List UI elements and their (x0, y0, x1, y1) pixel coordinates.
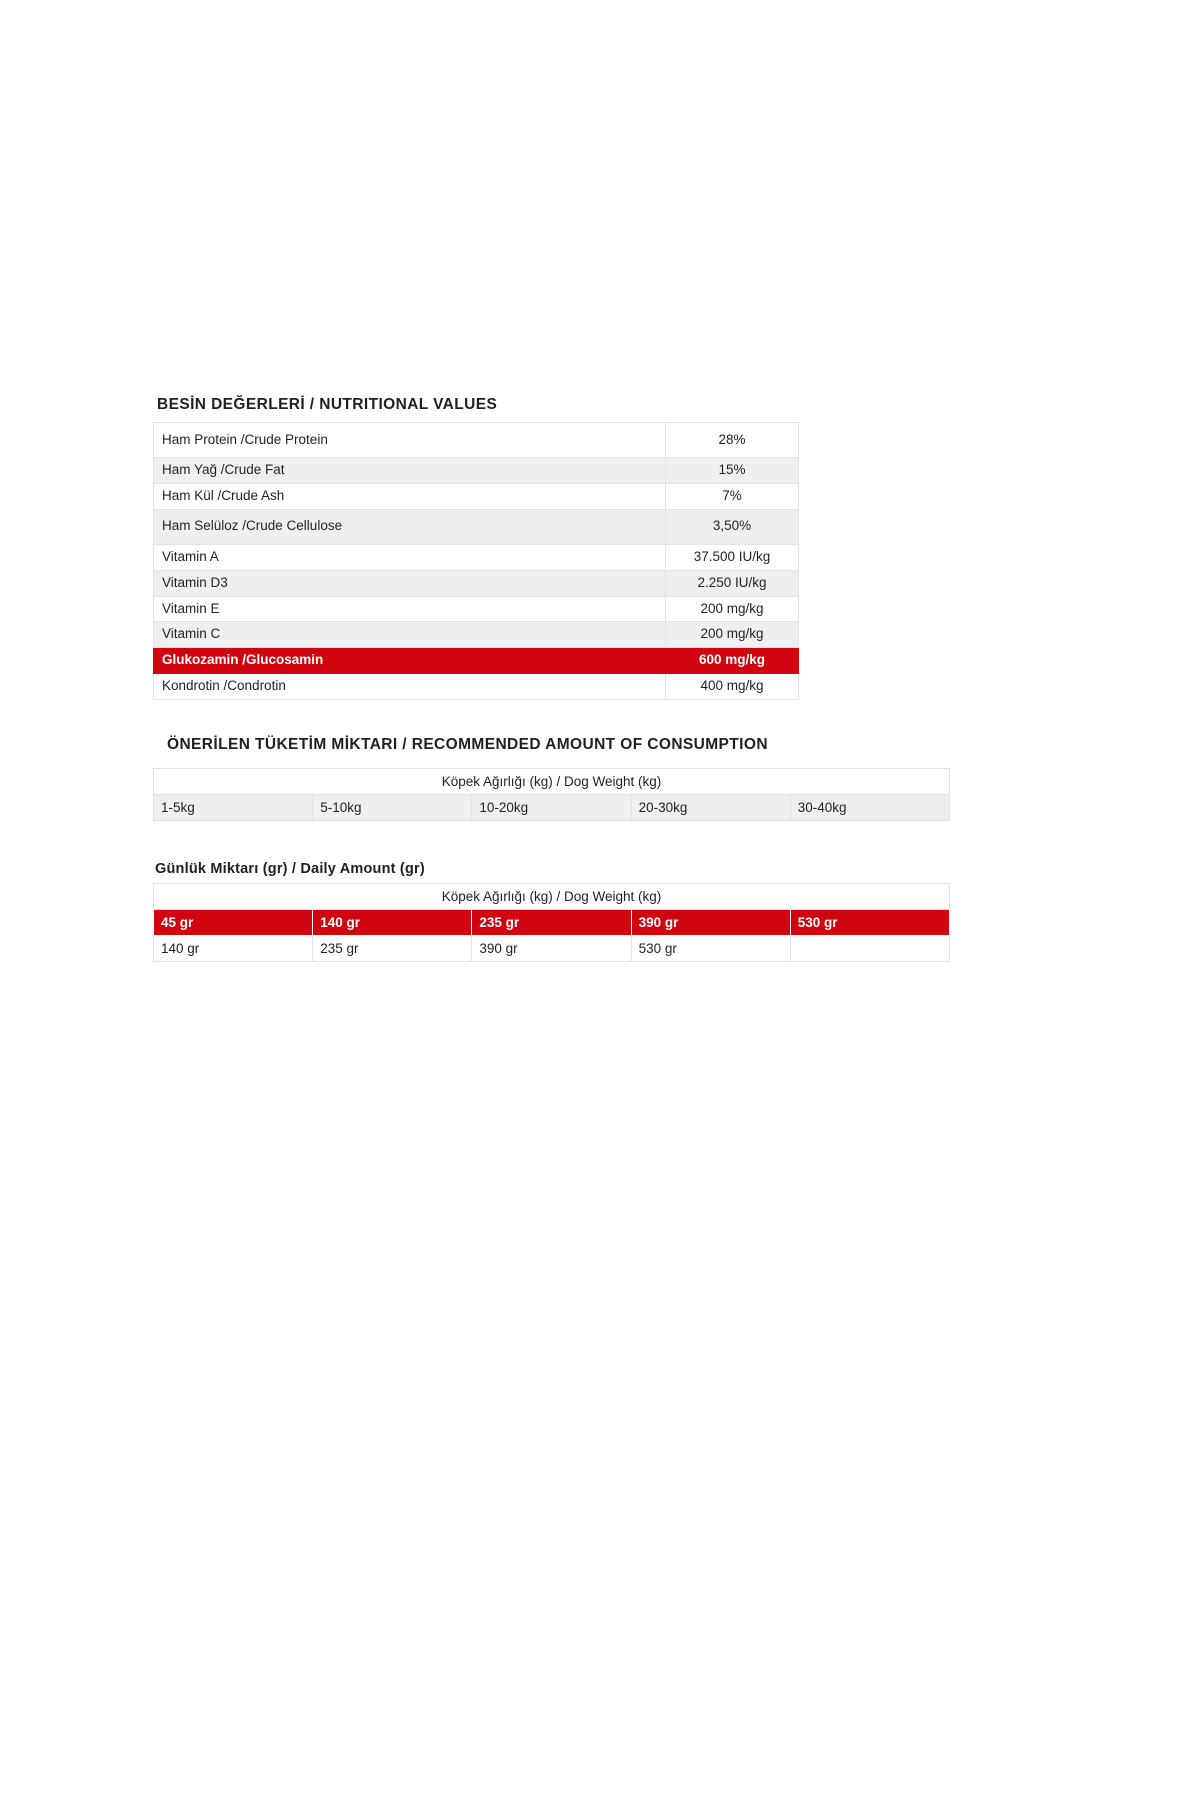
nutrient-name: Ham Yağ /Crude Fat (154, 458, 666, 484)
nutrient-value: 200 mg/kg (666, 622, 799, 648)
consumption-heading: ÖNERİLEN TÜKETİM MİKTARI / RECOMMENDED AMOUNT OF CONSUMPTION (167, 736, 768, 753)
weight-range-cell: 1-5kg (154, 795, 313, 821)
table-row (154, 596, 799, 622)
nutrient-value: 37.500 IU/kg (666, 544, 799, 570)
daily-amount-cell: 140 gr (154, 936, 313, 962)
table-row (154, 483, 799, 509)
daily-amount-cell: 390 gr (631, 910, 790, 936)
table-row-highlighted (154, 910, 950, 936)
nutrient-value: 200 mg/kg (666, 596, 799, 622)
table-row (154, 544, 799, 570)
nutrient-value: 400 mg/kg (666, 674, 799, 700)
nutrient-value: 3,50% (666, 509, 799, 544)
nutrient-value: 28% (666, 423, 799, 458)
table-header-row (154, 769, 950, 795)
daily-amount-cell: 235 gr (313, 936, 472, 962)
dog-weight-header: Köpek Ağırlığı (kg) / Dog Weight (kg) (154, 769, 950, 795)
table-row (154, 423, 799, 458)
table-row (154, 509, 799, 544)
table-row (154, 936, 950, 962)
recommended-consumption-table (153, 768, 950, 821)
daily-amount-cell: 140 gr (313, 910, 472, 936)
consumption-section (153, 736, 953, 821)
nutrient-name: Vitamin A (154, 544, 666, 570)
weight-range-cell: 30-40kg (790, 795, 949, 821)
nutrient-name: Ham Kül /Crude Ash (154, 483, 666, 509)
content-area (153, 396, 953, 962)
nutrient-name: Kondrotin /Condrotin (154, 674, 666, 700)
dog-weight-header: Köpek Ağırlığı (kg) / Dog Weight (kg) (154, 884, 950, 910)
nutrition-heading: BESİN DEĞERLERİ / NUTRITIONAL VALUES (157, 396, 498, 413)
daily-amount-cell: 530 gr (631, 936, 790, 962)
nutritional-values-table (153, 422, 799, 700)
table-row-highlighted (154, 648, 799, 674)
weight-range-cell: 10-20kg (472, 795, 631, 821)
nutrient-value: 15% (666, 458, 799, 484)
daily-amount-cell: 390 gr (472, 936, 631, 962)
daily-amount-cell: 530 gr (790, 910, 949, 936)
nutrient-value: 2.250 IU/kg (666, 570, 799, 596)
nutrient-name: Ham Selüloz /Crude Cellulose (154, 509, 666, 544)
table-row (154, 570, 799, 596)
table-row (154, 795, 950, 821)
nutrient-name: Vitamin E (154, 596, 666, 622)
nutrient-name: Vitamin C (154, 622, 666, 648)
daily-amount-cell (790, 936, 949, 962)
nutrient-value: 7% (666, 483, 799, 509)
table-row (154, 458, 799, 484)
weight-range-cell: 20-30kg (631, 795, 790, 821)
table-header-row (154, 884, 950, 910)
nutrient-name: Glukozamin /Glucosamin (154, 648, 666, 674)
nutrient-name: Ham Protein /Crude Protein (154, 423, 666, 458)
weight-range-cell: 5-10kg (313, 795, 472, 821)
nutrient-name: Vitamin D3 (154, 570, 666, 596)
table-row (154, 674, 799, 700)
table-row (154, 622, 799, 648)
nutrient-value: 600 mg/kg (666, 648, 799, 674)
daily-amount-cell: 45 gr (154, 910, 313, 936)
daily-amount-heading: Günlük Miktarı (gr) / Daily Amount (gr) (155, 861, 425, 877)
daily-amount-table (153, 883, 950, 962)
daily-amount-section (153, 861, 953, 962)
daily-amount-cell: 235 gr (472, 910, 631, 936)
